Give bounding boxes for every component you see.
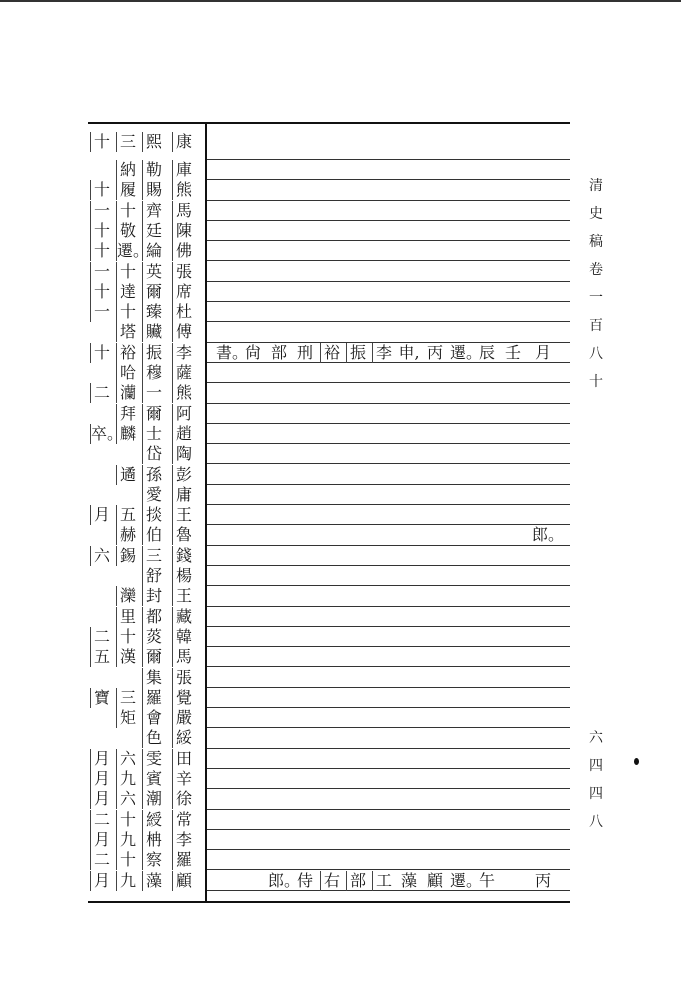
table-row	[88, 688, 570, 708]
table-bottom-border	[88, 901, 570, 903]
name-char: 穆	[142, 363, 165, 383]
table-row	[88, 465, 570, 485]
record-char: 午	[478, 870, 495, 890]
name-char: 孫	[142, 465, 165, 485]
ink-speck	[634, 758, 639, 765]
name-char: 二	[90, 810, 113, 830]
record-char: 右	[320, 871, 343, 891]
name-char: 羅	[142, 688, 165, 708]
table-row	[88, 485, 570, 505]
name-char: 趙	[172, 424, 195, 444]
table-row	[88, 810, 570, 830]
name-char: 柟	[142, 830, 165, 850]
name-char: 三	[142, 546, 165, 566]
table-row	[88, 525, 570, 545]
name-char: 王	[172, 586, 195, 606]
name-char: 二	[90, 627, 113, 647]
name-char: 遹	[116, 465, 139, 485]
name-char: 哈	[116, 363, 139, 383]
name-char: 賜	[142, 180, 165, 200]
name-char: 覺	[172, 688, 195, 708]
name-char: 齊	[142, 201, 165, 221]
table-row	[88, 769, 570, 789]
name-char: 九	[116, 769, 139, 789]
name-char: 十	[90, 221, 113, 241]
name-char: 月	[90, 871, 113, 891]
record-char: 丙	[426, 342, 443, 362]
name-char: 九	[116, 830, 139, 850]
name-char: 岱	[142, 444, 165, 464]
record-char: 李	[372, 343, 395, 363]
record-char: 申,	[398, 342, 420, 362]
name-char: 麟	[116, 424, 139, 444]
name-char: 士	[142, 424, 165, 444]
name-char: 五	[90, 647, 113, 667]
name-char: 五	[116, 505, 139, 525]
name-char: 韓	[172, 627, 195, 647]
name-char: 綸	[142, 241, 165, 261]
name-char: 馬	[172, 647, 195, 667]
name-char: 封	[142, 586, 165, 606]
margin-char: 一	[589, 290, 603, 306]
record-char: 壬	[504, 342, 521, 362]
name-char: 雯	[142, 749, 165, 769]
name-char: 田	[172, 749, 195, 769]
name-char: 十	[116, 627, 139, 647]
name-char: 王	[172, 505, 195, 525]
name-char: 察	[142, 850, 165, 870]
margin-char: 十	[589, 374, 603, 390]
margin-char: 四	[589, 758, 603, 774]
name-char: 十	[116, 201, 139, 221]
name-char: 張	[172, 262, 195, 282]
name-char: 錫	[116, 546, 139, 566]
table-row	[88, 586, 570, 606]
page-top-rule	[0, 0, 681, 2]
name-char: 廷	[142, 221, 165, 241]
table-row	[88, 124, 570, 160]
table-row	[88, 627, 570, 647]
name-char: 色	[142, 728, 165, 748]
table-row	[88, 850, 570, 870]
name-char: 月	[90, 505, 113, 525]
name-char: 李	[172, 343, 195, 363]
name-char: 彭	[172, 465, 195, 485]
name-char: 羅	[172, 850, 195, 870]
name-char: 馬	[172, 201, 195, 221]
name-char: 履	[116, 180, 139, 200]
table-row	[88, 830, 570, 850]
record-char: 丙	[534, 870, 551, 890]
name-char: 十	[90, 282, 113, 302]
margin-char: 六	[589, 730, 603, 746]
name-char: 灡	[116, 383, 139, 403]
name-char: 赫	[116, 525, 139, 545]
name-char: 一	[90, 262, 113, 282]
table-row	[88, 647, 570, 667]
name-char: 英	[142, 262, 165, 282]
record-char: 侍	[296, 870, 313, 890]
name-char: 杜	[172, 302, 195, 322]
record-char: 郎。	[268, 870, 301, 890]
table-row	[88, 505, 570, 525]
name-char: 張	[172, 668, 195, 688]
name-char: 爾	[142, 282, 165, 302]
name-char: 藏	[172, 607, 195, 627]
name-char: 十	[116, 850, 139, 870]
record-char: 顧	[426, 870, 443, 890]
name-char: 熙	[142, 132, 165, 152]
name-char: 裕	[116, 343, 139, 363]
table-row	[88, 302, 570, 322]
name-char: 綬	[142, 810, 165, 830]
name-char: 六	[116, 789, 139, 809]
name-char: 李	[172, 830, 195, 850]
name-char: 都	[142, 607, 165, 627]
table-row	[88, 383, 570, 403]
name-char: 塔	[116, 322, 139, 342]
name-char: 月	[90, 749, 113, 769]
margin-page-number	[586, 724, 606, 836]
table-row	[88, 424, 570, 444]
record-char: 尙	[244, 342, 261, 362]
name-char: 藻	[142, 871, 165, 891]
margin-char: 清	[589, 178, 603, 194]
name-char: 熊	[172, 383, 195, 403]
ministers-table	[88, 122, 570, 903]
name-char: 振	[142, 343, 165, 363]
table-row	[88, 668, 570, 688]
name-char: 達	[116, 282, 139, 302]
table-row	[88, 241, 570, 261]
record-char: 遷。	[450, 870, 483, 890]
record-char: 刑	[296, 342, 313, 362]
name-char: 陶	[172, 444, 195, 464]
name-char: 一	[142, 383, 165, 403]
name-char: 十	[90, 132, 113, 152]
name-char: 陳	[172, 221, 195, 241]
record-char: 部	[270, 342, 287, 362]
table-row	[88, 789, 570, 809]
name-char: 常	[172, 810, 195, 830]
margin-book-title	[586, 172, 606, 396]
name-char: 矩	[116, 708, 139, 728]
name-char: 嚴	[172, 708, 195, 728]
name-char: 綏	[172, 728, 195, 748]
table-row	[88, 262, 570, 282]
record-char: 工	[372, 871, 395, 891]
name-char: 十	[116, 302, 139, 322]
name-char: 遷。	[117, 241, 150, 261]
record-char: 月	[534, 342, 551, 362]
name-char: 庫	[172, 160, 195, 180]
name-char: 月	[90, 769, 113, 789]
table-row	[88, 871, 570, 891]
margin-char: 八	[589, 346, 603, 362]
margin-char: 史	[589, 206, 603, 222]
table-row	[88, 546, 570, 566]
table-row	[88, 343, 570, 363]
table-row	[88, 363, 570, 383]
name-char: 阿	[172, 404, 195, 424]
name-char: 徐	[172, 789, 195, 809]
record-char: 部	[346, 871, 369, 891]
record-char: 辰	[478, 342, 495, 362]
name-char: 伯	[142, 525, 165, 545]
table-row	[88, 708, 570, 728]
name-char: 十	[116, 810, 139, 830]
name-char: 納	[116, 160, 139, 180]
name-char: 九	[116, 871, 139, 891]
name-char: 三	[116, 132, 139, 152]
record-char: 裕	[320, 343, 343, 363]
name-char: 辛	[172, 769, 195, 789]
table-row	[88, 728, 570, 748]
name-char: 月	[90, 830, 113, 850]
table-row	[88, 749, 570, 769]
name-char: 二	[90, 850, 113, 870]
name-char: 席	[172, 282, 195, 302]
table-row	[88, 221, 570, 241]
name-char: 會	[142, 708, 165, 728]
name-char: 三	[116, 688, 139, 708]
table-row	[88, 444, 570, 464]
name-char: 十	[116, 262, 139, 282]
name-char: 爾	[142, 647, 165, 667]
name-char: 勒	[142, 160, 165, 180]
name-char: 掞	[142, 505, 165, 525]
name-char: 康	[172, 132, 195, 152]
name-char: 敬	[116, 221, 139, 241]
margin-char: 八	[589, 814, 603, 830]
name-char: 十	[90, 343, 113, 363]
name-char: 一	[90, 201, 113, 221]
margin-char: 稿	[589, 234, 603, 250]
name-char: 庸	[172, 485, 195, 505]
name-char: 六	[116, 749, 139, 769]
name-char: 顧	[172, 871, 195, 891]
table-row	[88, 180, 570, 200]
name-char: 月	[90, 789, 113, 809]
name-char: 卒。	[91, 423, 124, 443]
name-char: 舒	[142, 566, 165, 586]
name-char: 寶	[90, 688, 113, 708]
name-char: 拜	[116, 404, 139, 424]
name-char: 賓	[142, 769, 165, 789]
record-char: 藻	[400, 870, 417, 890]
table-row	[88, 404, 570, 424]
margin-char: 卷	[589, 262, 603, 278]
table-row	[88, 607, 570, 627]
name-char: 灤	[116, 586, 139, 606]
name-char: 愛	[142, 485, 165, 505]
name-char: 錢	[172, 546, 195, 566]
table-row	[88, 322, 570, 342]
record-char: 振	[346, 343, 369, 363]
table-row	[88, 282, 570, 302]
name-char: 菼	[142, 627, 165, 647]
name-char: 里	[116, 607, 139, 627]
record-char: 書。	[216, 342, 249, 362]
appointment-record	[212, 525, 566, 545]
table-row	[88, 566, 570, 586]
appointment-record	[212, 871, 566, 891]
name-char: 一	[90, 302, 113, 322]
appointment-record	[212, 343, 566, 363]
margin-char: 百	[589, 318, 603, 334]
name-char: 十	[90, 241, 113, 261]
name-char: 臻	[142, 302, 165, 322]
name-char: 二	[90, 383, 113, 403]
name-char: 傅	[172, 322, 195, 342]
margin-char: 四	[589, 786, 603, 802]
record-char: 郎。	[532, 525, 565, 545]
name-char: 潮	[142, 789, 165, 809]
name-char: 十	[90, 180, 113, 200]
name-char: 熊	[172, 180, 195, 200]
table-row	[88, 201, 570, 221]
name-char: 漢	[116, 647, 139, 667]
name-char: 六	[90, 546, 113, 566]
name-char: 楊	[172, 566, 195, 586]
name-char: 魯	[172, 525, 195, 545]
name-char: 爾	[142, 404, 165, 424]
name-char: 贜	[142, 322, 165, 342]
name-char: 集	[142, 668, 165, 688]
table-row	[88, 160, 570, 180]
name-char: 薩	[172, 363, 195, 383]
record-char: 遷。	[450, 342, 483, 362]
name-char: 佛	[172, 241, 195, 261]
